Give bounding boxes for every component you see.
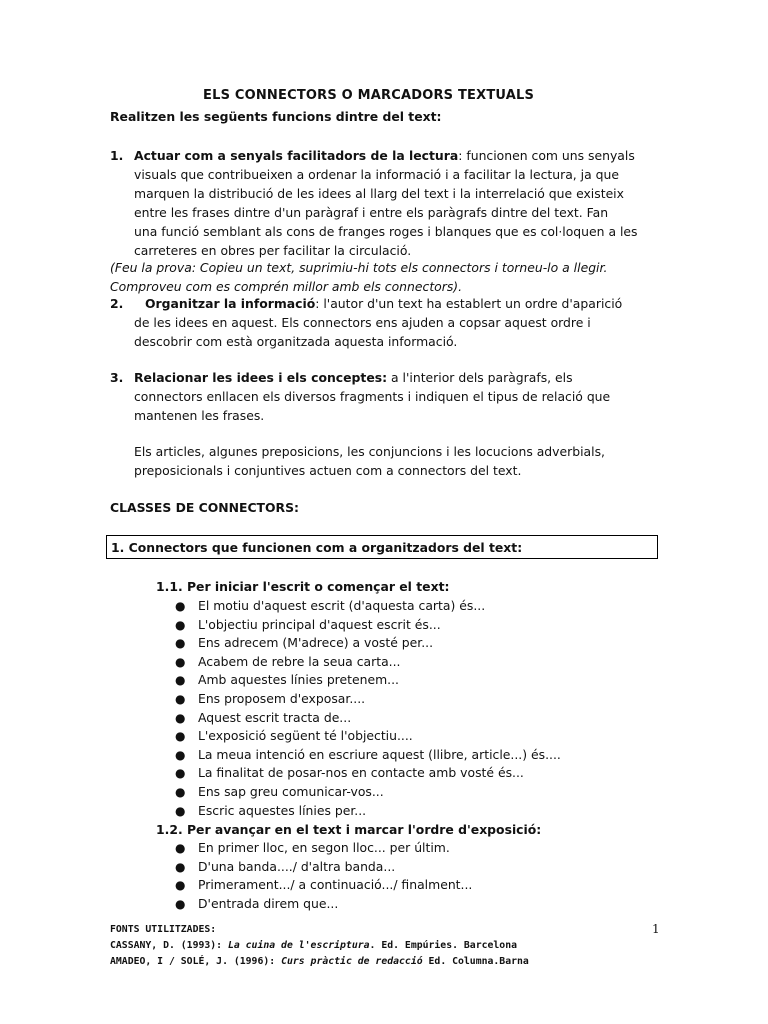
list-item-text: Ens sap greu comunicar-vos...: [198, 783, 384, 799]
item-1-paragraph: [134, 146, 658, 260]
list-item-text: Ens adrecem (M'adrece) a vosté per...: [198, 635, 434, 651]
bullet-icon: ●: [175, 803, 186, 818]
note: [110, 258, 607, 296]
item-3-number: 3.: [110, 370, 124, 385]
bullet-icon: ●: [175, 617, 186, 632]
list-item-text: La finalitat de posar-nos en contacte amb vosté és...: [198, 765, 524, 781]
item-1-line: una funció semblant als cons de franges roges i blanques que es col·loquen a les: [134, 224, 638, 239]
list-item-text: D'una banda..../ d'altra banda...: [198, 858, 396, 874]
sub1-list: [173, 597, 561, 820]
item-1-number: 1.: [110, 148, 124, 163]
list-item: [173, 895, 472, 914]
box-heading: 1. Connectors que funcionen com a organitzadors del text:: [106, 535, 658, 559]
bullet-icon: ●: [175, 691, 186, 706]
list-item-text: Primerament.../ a continuació.../ finalment...: [198, 877, 473, 893]
item-2-paragraph: [134, 294, 658, 351]
list-item: [173, 858, 472, 877]
articles-line: Els articles, algunes preposicions, les conjuncions i les locucions adverbials,: [134, 444, 605, 459]
ref-title: La cuina de l'escriptura: [227, 940, 370, 951]
item-2-number: 2.: [110, 296, 124, 311]
item-3-line: mantenen les frases.: [134, 408, 265, 423]
note-line: Comproveu com es comprén millor amb els connectors).: [110, 279, 463, 294]
bullet-icon: ●: [175, 784, 186, 799]
ref-author: CASSANY, D. (1993):: [110, 940, 228, 951]
item-2-heading: Organitzar la informació: [145, 296, 316, 311]
page-title: ELS CONNECTORS O MARCADORS TEXTUALS: [203, 88, 535, 103]
intro-text: Realitzen les següents funcions dintre del text:: [110, 109, 442, 124]
bullet-icon: ●: [175, 636, 186, 651]
bullet-icon: ●: [175, 654, 186, 669]
ref-publisher: . Ed. Empúries. Barcelona: [369, 940, 517, 951]
list-item-text: Ens proposem d'exposar....: [198, 690, 366, 706]
item-1-line: marquen la distribució de les idees al llarg del text i la interrelació que existeix: [134, 186, 624, 201]
sub1-heading: 1.1. Per iniciar l'escrit o començar el text:: [156, 579, 450, 594]
classes-heading: CLASSES DE CONNECTORS:: [110, 500, 299, 515]
list-item: [173, 764, 561, 783]
list-item: [173, 727, 561, 746]
list-item-text: L'objectiu principal d'aquest escrit és...: [198, 616, 441, 632]
item-2-line: : l'autor d'un text ha establert un ordre d'aparició: [315, 296, 623, 311]
list-item-text: Escric aquestes línies per...: [198, 802, 367, 818]
list-item-text: La meua intenció en escriure aquest (llibre, article...) és....: [198, 746, 561, 762]
item-1-heading: Actuar com a senyals facilitadors de la lectura: [134, 148, 459, 163]
item-3-line: a l'interior dels paràgrafs, els: [387, 370, 573, 385]
item-3-heading: Relacionar les idees i els conceptes:: [134, 370, 388, 385]
list-item: [173, 616, 561, 635]
list-item: [173, 690, 561, 709]
list-item: [173, 802, 561, 821]
list-item: [173, 746, 561, 765]
list-item-text: En primer lloc, en segon lloc... per últim.: [198, 840, 450, 855]
bullet-icon: ●: [175, 766, 186, 781]
item-1-line: : funcionen com uns senyals: [458, 148, 635, 163]
note-line: (Feu la prova: Copieu un text, suprimiu-hi tots els connectors i torneu-lo a llegir.: [110, 260, 608, 275]
bullet-icon: ●: [175, 878, 186, 893]
bullet-icon: ●: [175, 599, 186, 613]
articles-line: preposicionals i conjuntives actuen com a connectors del text.: [134, 463, 522, 478]
list-item-text: L'exposició següent té l'objectiu....: [198, 728, 413, 744]
bullet-icon: ●: [175, 747, 186, 762]
list-item-text: Aquest escrit tracta de...: [198, 709, 352, 725]
ref-publisher: Ed. Columna.Barna: [422, 956, 529, 967]
articles-paragraph: [134, 442, 605, 480]
bullet-icon: ●: [175, 673, 186, 688]
bullet-icon: ●: [175, 841, 186, 855]
list-item: [173, 709, 561, 728]
bullet-icon: ●: [175, 859, 186, 874]
list-item: [173, 671, 561, 690]
item-3-paragraph: [134, 368, 658, 425]
ref-title: Curs pràctic de redacció: [281, 956, 423, 967]
list-item: [173, 876, 472, 895]
item-2-line: de les idees en aquest. Els connectors ens ajuden a copsar aquest ordre i: [134, 315, 591, 330]
bullet-icon: ●: [175, 710, 186, 725]
sub2-list: [173, 839, 472, 913]
list-item: [173, 839, 472, 858]
item-3-line: connectors enllacen els diversos fragments i indiquen el tipus de relació que: [134, 389, 611, 404]
bullet-icon: ●: [175, 896, 186, 911]
ref-author: AMADEO, I / SOLÉ, J. (1996):: [110, 956, 282, 967]
list-item: [173, 634, 561, 653]
footer-label: FONTS UTILITZADES:: [110, 924, 217, 935]
list-item-text: El motiu d'aquest escrit (d'aquesta carta) és...: [198, 598, 486, 613]
list-item-text: D'entrada direm que...: [198, 895, 339, 911]
list-item: [173, 597, 561, 616]
item-2-line: descobrir com està organitzada aquesta informació.: [134, 334, 458, 349]
list-item-text: Acabem de rebre la seua carta...: [198, 653, 401, 669]
footer: [110, 922, 529, 970]
sub2-heading: 1.2. Per avançar en el text i marcar l'ordre d'exposició:: [156, 822, 542, 837]
bullet-icon: ●: [175, 729, 186, 744]
footer-reference: [110, 938, 529, 954]
list-item-text: Amb aquestes línies pretenem...: [198, 672, 399, 688]
page-number: 1: [652, 922, 660, 936]
list-item: [173, 783, 561, 802]
item-1-line: carreteres en obres per facilitar la circulació.: [134, 243, 412, 258]
item-1-line: entre les frases dintre d'un paràgraf i entre els paràgrafs dintre del text. Fan: [134, 205, 609, 220]
footer-reference: [110, 954, 529, 970]
item-1-line: visuals que contribueixen a ordenar la informació i a facilitar la lectura, ja que: [134, 167, 620, 182]
list-item: [173, 653, 561, 672]
